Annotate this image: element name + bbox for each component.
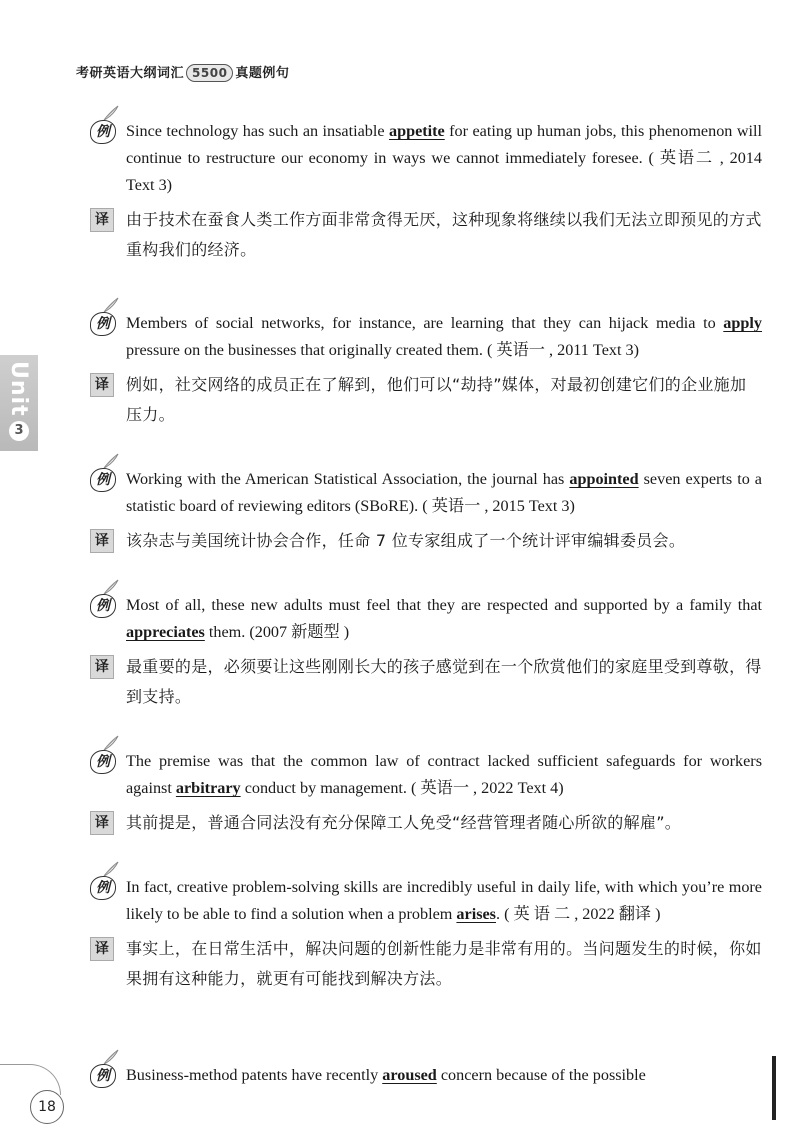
translation-label: 译	[90, 529, 114, 553]
example-label: 例	[90, 312, 116, 336]
example-text-before: Most of all, these new adults must feel that they are respected and supported by a family that	[126, 596, 762, 614]
translation-sentence	[90, 934, 762, 994]
keyword: arbitrary	[175, 779, 241, 797]
translation-sentence	[90, 205, 762, 265]
keyword: appetite	[388, 122, 445, 140]
example-entry	[90, 1062, 762, 1089]
unit-tab-word: Unit	[6, 361, 31, 417]
example-label: 例	[90, 468, 116, 492]
translation-text: 最重要的是，必须要让这些刚刚长大的孩子感觉到在一个欣赏他们的家庭里受到尊敬，得到支持。	[126, 657, 762, 706]
example-entry	[90, 748, 762, 838]
translation-text: 其前提是，普通合同法没有充分保障工人免受“经营管理者随心所欲的解雇”。	[126, 813, 682, 832]
example-icon	[90, 466, 120, 490]
translation-text: 该杂志与美国统计协会合作，任命 7 位专家组成了一个统计评审编辑委员会。	[126, 531, 686, 550]
example-text-before: The premise was that the common law of contract lacked sufficient safeguards for workers against	[126, 752, 762, 797]
example-label: 例	[90, 750, 116, 774]
example-text-before: Since technology has such an insatiable	[126, 122, 389, 140]
example-icon	[90, 748, 120, 772]
example-text-before: Working with the American Statistical Association, the journal has	[126, 470, 570, 488]
translation-sentence	[90, 652, 762, 712]
translation-text: 例如，社交网络的成员正在了解到，他们可以“劫持”媒体，对最初创建它们的企业施加压力。	[126, 375, 747, 424]
example-icon	[90, 310, 120, 334]
example-label: 例	[90, 120, 116, 144]
example-sentence	[90, 592, 762, 646]
translation-sentence	[90, 526, 762, 556]
example-label: 例	[90, 876, 116, 900]
example-sentence	[90, 466, 762, 520]
example-label: 例	[90, 1064, 116, 1088]
keyword: arises	[456, 905, 496, 923]
example-text-after: conduct by management. ( 英语一 , 2022 Text 4)	[240, 779, 564, 797]
keyword: appreciates	[126, 623, 205, 641]
example-text-after: them. (2007 新题型 )	[204, 623, 350, 641]
example-sentence	[90, 118, 762, 199]
translation-sentence	[90, 370, 762, 430]
example-sentence	[90, 310, 762, 364]
example-icon	[90, 118, 120, 142]
page-header	[76, 62, 289, 82]
translation-label: 译	[90, 373, 114, 397]
example-entry	[90, 310, 762, 430]
example-text-after: seven experts to a statistic board of reviewing editors (SBoRE). ( 英语一 , 2015 Text 3)	[126, 470, 762, 515]
translation-label: 译	[90, 208, 114, 232]
example-text-after: pressure on the businesses that originally created them. ( 英语一 , 2011 Text 3)	[126, 341, 639, 359]
example-text-after: for eating up human jobs, this phenomenon will continue to restructure our economy in ways we cannot immediately foresee. ( 英语二 , 2014 Text 3)	[126, 122, 762, 194]
keyword: aroused	[382, 1066, 437, 1084]
example-entry	[90, 466, 762, 556]
keyword: appointed	[569, 470, 639, 488]
translation-text: 由于技术在蚕食人类工作方面非常贪得无厌，这种现象将继续以我们无法立即预见的方式重构我们的经济。	[126, 210, 762, 259]
example-sentence	[90, 748, 762, 802]
example-text-before: Members of social networks, for instance, are learning that they can hijack media to	[126, 314, 724, 332]
translation-sentence	[90, 808, 762, 838]
translation-text: 事实上，在日常生活中，解决问题的创新性能力是非常有用的。当问题发生的时候，你如果拥有这种能力，就更有可能找到解决方法。	[126, 939, 762, 988]
example-icon	[90, 874, 120, 898]
example-text-after: . ( 英 语 二 , 2022 翻译 )	[495, 905, 661, 923]
example-entry	[90, 874, 762, 994]
translation-label: 译	[90, 655, 114, 679]
example-text-before: Business-method patents have recently	[126, 1066, 383, 1084]
example-entry	[90, 592, 762, 712]
header-title-suffix: 真题例句	[235, 66, 290, 81]
example-icon	[90, 1062, 120, 1086]
example-text-before: In fact, creative problem-solving skills are incredibly useful in daily life, with which you’re more likely to be able to find a solution when a problem	[126, 878, 762, 923]
unit-tab-number: 3	[9, 421, 29, 441]
header-badge: 5500	[186, 64, 233, 82]
example-sentence	[90, 874, 762, 928]
example-label: 例	[90, 594, 116, 618]
header-title-prefix: 考研英语大纲词汇	[76, 66, 185, 81]
translation-label: 译	[90, 811, 114, 835]
page-number: 18	[30, 1090, 64, 1124]
example-sentence	[90, 1062, 762, 1089]
example-text-after: concern because of the possible	[436, 1066, 646, 1084]
unit-tab	[0, 355, 38, 451]
keyword: apply	[723, 314, 762, 332]
translation-label: 译	[90, 937, 114, 961]
margin-bar	[772, 1056, 776, 1120]
example-icon	[90, 592, 120, 616]
example-entry	[90, 118, 762, 265]
